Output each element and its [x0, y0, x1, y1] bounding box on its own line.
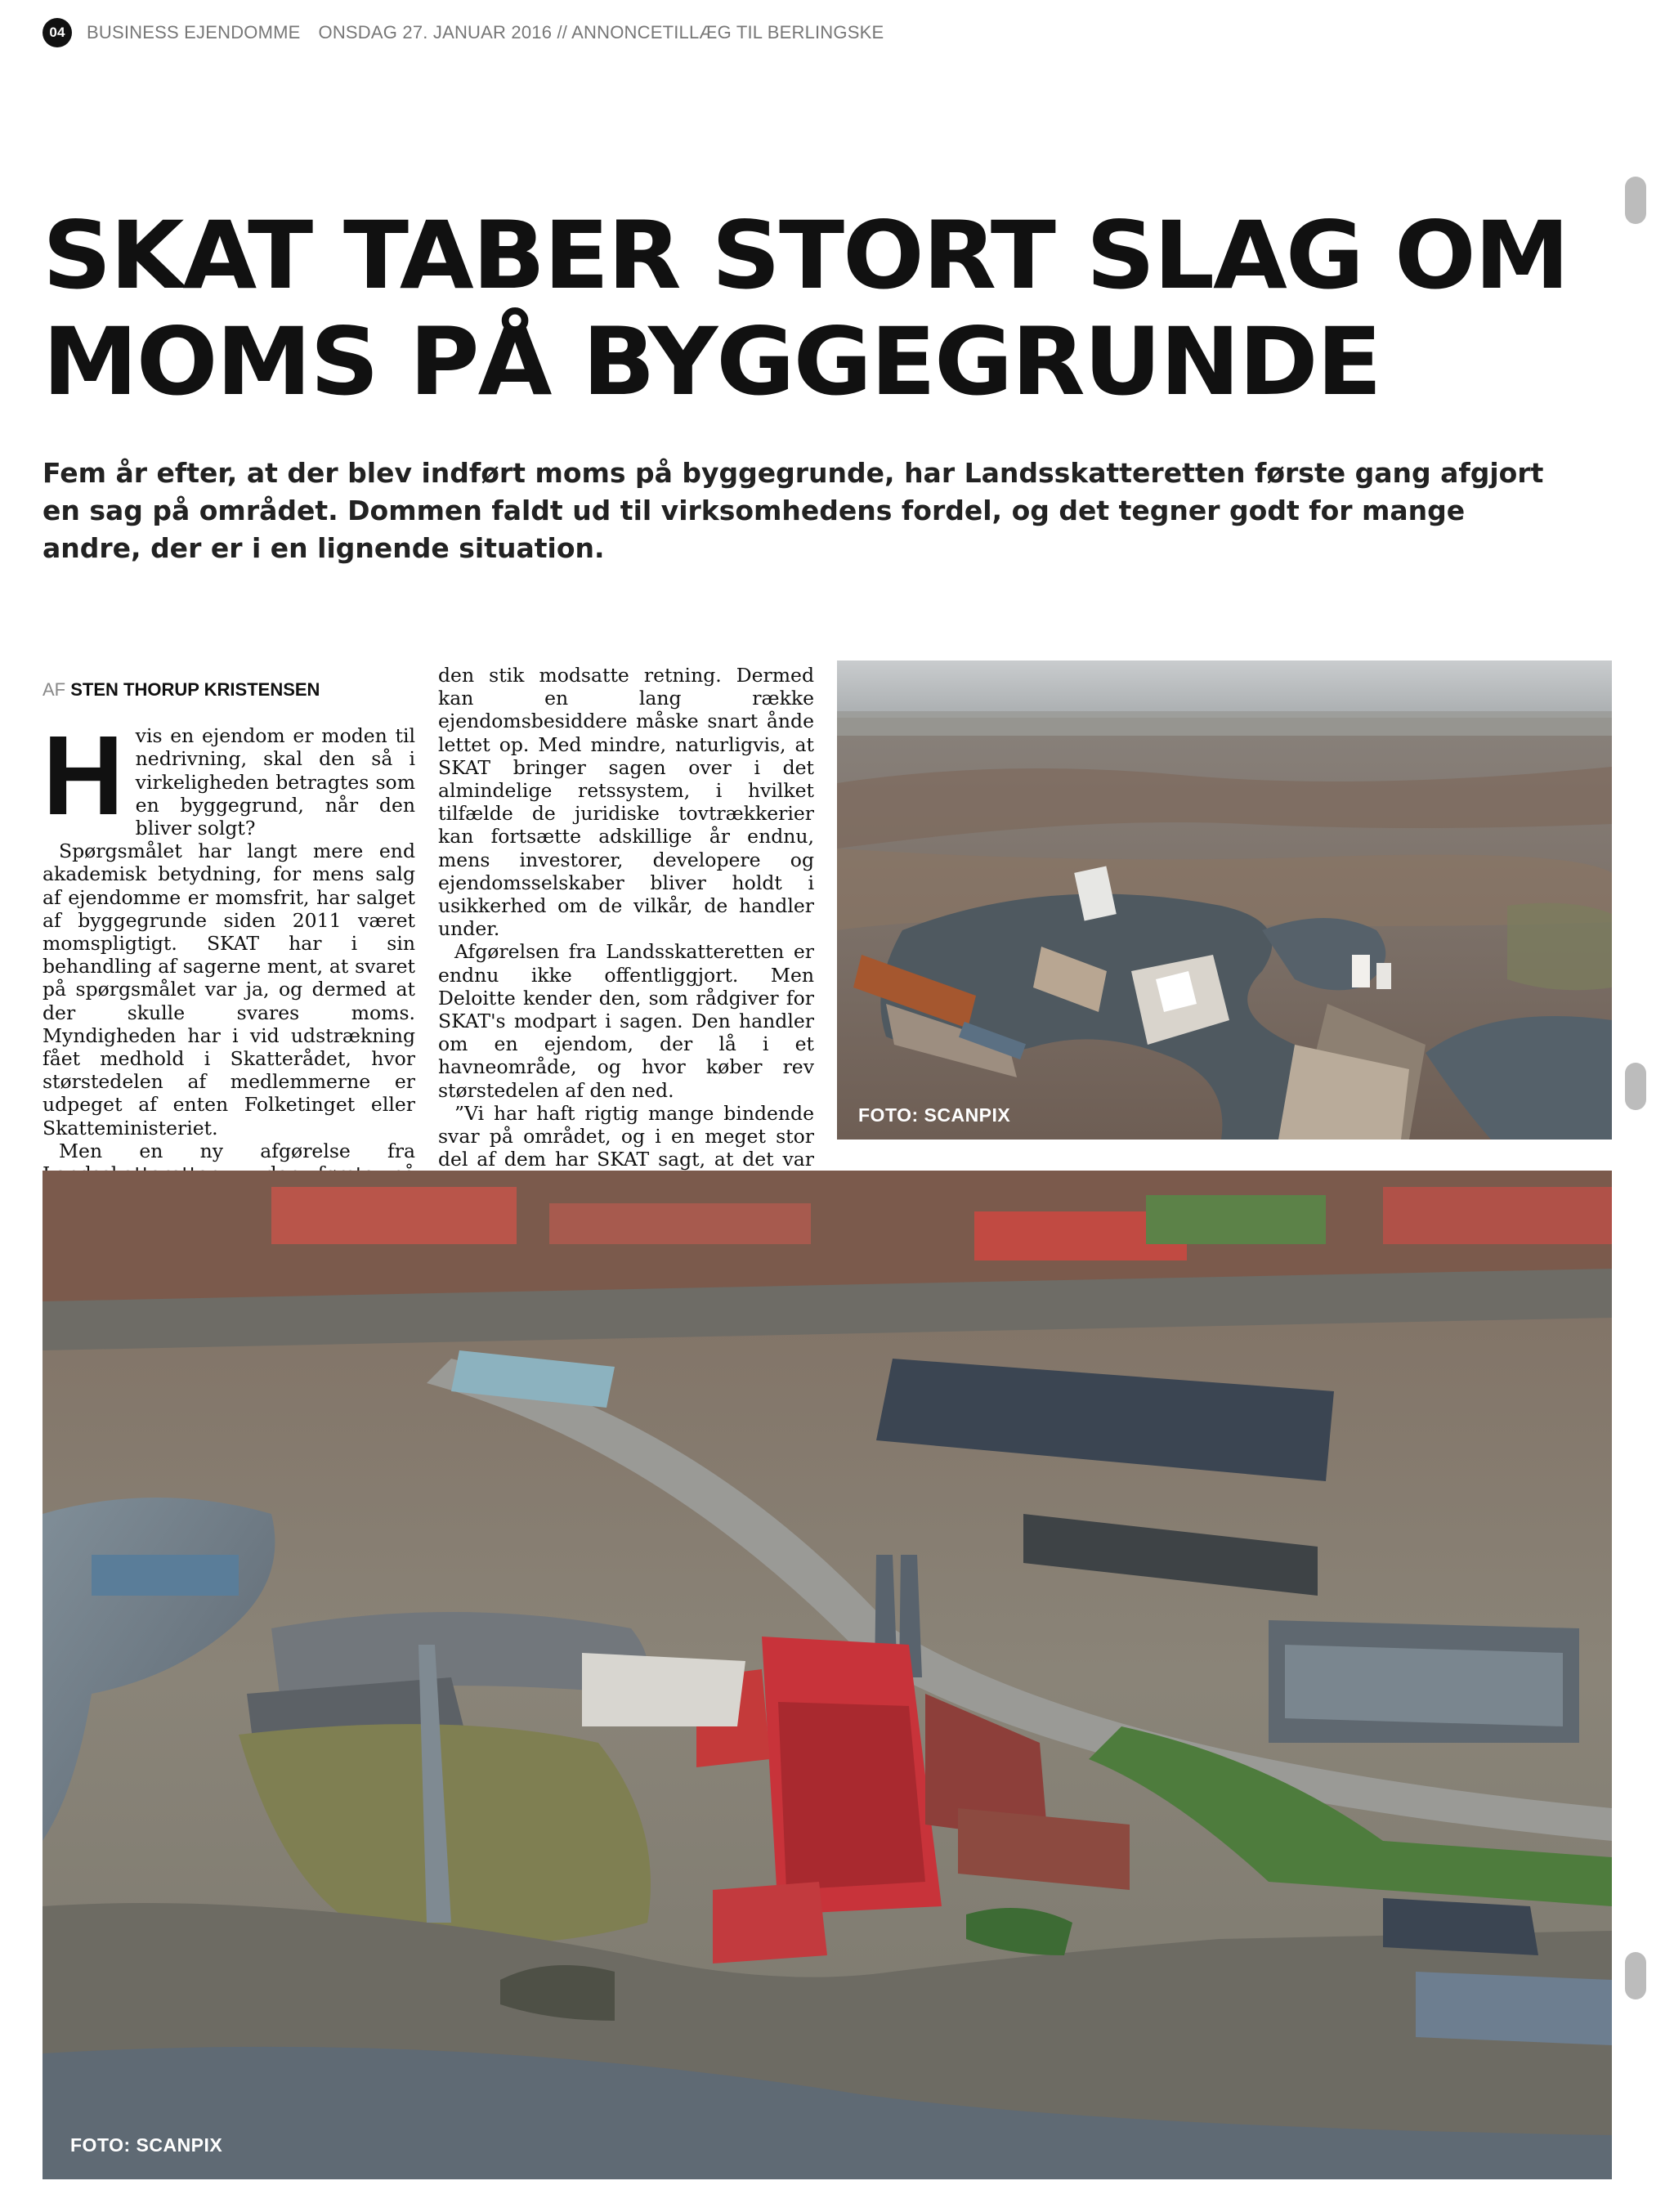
power-station-aerial-photo: [43, 1171, 1612, 2179]
scroll-tab[interactable]: [1625, 1063, 1646, 1110]
byline-author: STEN THORUP KRISTENSEN: [70, 679, 320, 700]
paragraph: ”Vi har haft rigtig mange bindende svar på området, og i en meget stor del af dem har SKAT sagt, at det var: [438, 1101, 814, 1171]
paragraph-text: vis en ejendom er moden til nedrivning, skal den så i virkeligheden betragtes som en byggegrund, når den bliver solgt?: [135, 724, 415, 840]
drop-cap: H: [43, 713, 124, 840]
harbour-aerial-illustration: [837, 660, 1612, 1140]
byline: [43, 678, 415, 701]
article-headline: [43, 203, 1642, 415]
paragraph: [43, 713, 415, 840]
power-station-aerial-illustration: [43, 1171, 1612, 2179]
page-number-badge: 04: [43, 18, 72, 47]
headline-line-1: SKAT TABER STORT SLAG OM: [43, 201, 1569, 310]
issue-line: ONSDAG 27. JANUAR 2016 // ANNONCETILLÆG TIL BERLINGSKE: [318, 22, 884, 43]
section-name: BUSINESS EJENDOMME: [87, 22, 301, 43]
photo-credit: FOTO: SCANPIX: [70, 2134, 223, 2156]
article-column-1: [43, 670, 415, 1208]
paragraph: Afgørelsen fra Landsskatteretten er endnu ikke offentliggjort. Men Deloitte kender den, som rådgiver for SKAT's modpart i sagen. Den handler om en ejendom, der lå i et havneområde, og hvor køber rev størstedelen af den ned.: [438, 940, 814, 1102]
article-column-2: [438, 664, 814, 1240]
byline-prefix: AF: [43, 679, 66, 700]
paragraph: Spørgsmålet har langt mere end akademisk betydning, for mens salg af ejendomme er momsfrit, har salget af byggegrunde siden 2011 været momspligtigt. SKAT har i sin behandling af sagerne ment, at svaret på spørgsmålet var ja, og dermed at der skulle svares moms. Myndigheden har i vid udstrækning fået medhold i Skatterådet, hvor størstedelen af medlemmerne er udpeget af enten Folketinget eller Skatteministeriet.: [43, 840, 415, 1140]
photo-credit: FOTO: SCANPIX: [858, 1104, 1011, 1126]
article-lede: Fem år efter, at der blev indført moms på byggegrunde, har Landsskatteretten første gang afgjort en sag på området. Dommen faldt ud til virksomhedens fordel, og det tegner godt for mange andre, der er i en lignende situation.: [43, 457, 1544, 564]
paragraph: den stik modsatte retning. Dermed kan en lang række ejendomsbesiddere måske snart ånde lettet op. Med mindre, naturligvis, at SKAT bringer sagen over i det almindelige retssystem, i hvilket tilfælde de juridiske tovtrækkerier kan fortsætte adskillige år endnu, mens investorer, developere og ejendomsselskaber bliver holdt i usikkerhed om de vilkår, de handler under.: [438, 664, 814, 941]
headline-line-2: MOMS PÅ BYGGEGRUNDE: [43, 307, 1381, 416]
scroll-tab[interactable]: [1625, 177, 1646, 224]
paragraph: Men en ny afgørelse fra: [59, 1139, 415, 1162]
harbour-aerial-photo: [837, 660, 1612, 1140]
scroll-tab[interactable]: [1625, 1952, 1646, 1999]
page-header: [43, 16, 884, 49]
